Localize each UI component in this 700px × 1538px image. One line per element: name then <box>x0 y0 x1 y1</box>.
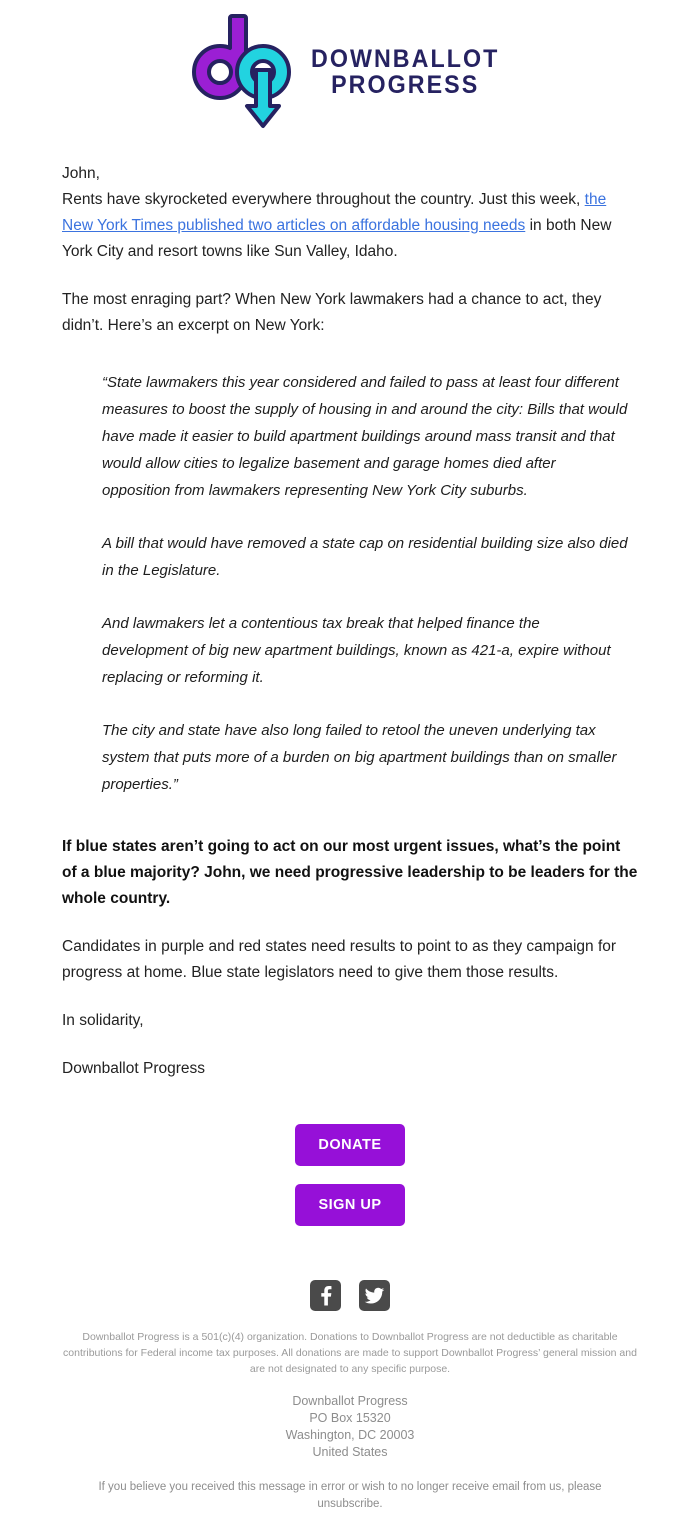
wordmark-line-1: DOWNBALLOT <box>310 45 500 73</box>
brand-logo-lockup[interactable] <box>187 12 514 130</box>
signup-button[interactable]: SIGN UP <box>295 1184 405 1226</box>
twitter-icon <box>359 1280 390 1311</box>
address-line-country: United States <box>312 1445 388 1459</box>
footer-unsubscribe-text[interactable]: If you believe you received this message in error or wish to no longer receive email from us, please unsubscribe. <box>98 1481 602 1510</box>
downballot-progress-logo-icon <box>187 12 297 130</box>
paragraph-enraging: The most enraging part? When New York lawmakers had a chance to act, they didn’t. Here’s an excerpt on New York: <box>62 291 602 334</box>
wordmark-line-2: PROGRESS <box>330 71 479 99</box>
intro-paragraph <box>62 187 638 265</box>
quote-paragraph-4: The city and state have also long failed to retool the uneven underlying tax system that puts more of a burden on big apartment buildings than on smaller properties.” <box>102 722 617 793</box>
footer-legal-disclaimer: Downballot Progress is a 501(c)(4) organization. Donations to Downballot Progress are not deductible as charitable contributions for Federal income tax purposes. All donations are made to support Downballot Progress’ general mission and are not designated to any specific purpose. <box>63 1331 637 1375</box>
quote-paragraph-1: “State lawmakers this year considered and failed to pass at least four different measures to boost the supply of housing in and around the city: Bills that would have made it easier to build apartment buildings around mass transit and that would allow cities to legalize basement and garage homes died after opposition from lawmakers representing New York City suburbs. <box>102 374 628 499</box>
greeting-line: John, <box>62 165 100 182</box>
brand-wordmark <box>311 44 514 98</box>
paragraph-candidates: Candidates in purple and red states need results to point to as they campaign for progress at home. Blue state legislators need to give them those results. <box>62 938 617 981</box>
intro-text-before-link: Rents have skyrocketed everywhere throughout the country. Just this week, <box>62 191 585 208</box>
footer-address-block <box>58 1393 642 1461</box>
cta-button-group <box>62 1104 638 1226</box>
email-footer <box>0 1323 700 1537</box>
facebook-icon <box>310 1280 341 1311</box>
signature-line: Downballot Progress <box>62 1060 206 1077</box>
social-links <box>0 1226 700 1323</box>
intro-text-after-link: in both New York City and resort towns like Sun Valley, Idaho. <box>62 217 612 260</box>
signoff-line: In solidarity, <box>62 1012 144 1029</box>
signup-button-row <box>62 1184 638 1226</box>
address-line-city: Washington, DC 20003 <box>285 1428 415 1442</box>
email-main-content <box>0 143 700 1226</box>
donate-button-row <box>62 1124 638 1166</box>
nyt-article-link[interactable]: the New York Times published two articles on affordable housing needs <box>62 191 607 234</box>
address-line-pobox: PO Box 15320 <box>309 1411 391 1425</box>
donate-button[interactable]: DONATE <box>295 1124 405 1166</box>
excerpt-blockquote <box>62 361 638 798</box>
address-line-org: Downballot Progress <box>292 1394 408 1408</box>
quote-paragraph-2: A bill that would have removed a state cap on residential building size also died in the Legislature. <box>102 535 628 579</box>
twitter-link[interactable] <box>359 1280 390 1311</box>
email-header <box>0 0 700 143</box>
facebook-link[interactable] <box>310 1280 341 1311</box>
intro-block <box>62 161 638 265</box>
bold-callout-paragraph: If blue states aren’t going to act on our most urgent issues, what’s the point of a blue majority? John, we need progressive leadership to be leaders for the whole country. <box>62 838 638 907</box>
quote-paragraph-3: And lawmakers let a contentious tax break that helped finance the development of big new apartment buildings, known as 421-a, expire without replacing or reforming it. <box>102 615 611 686</box>
